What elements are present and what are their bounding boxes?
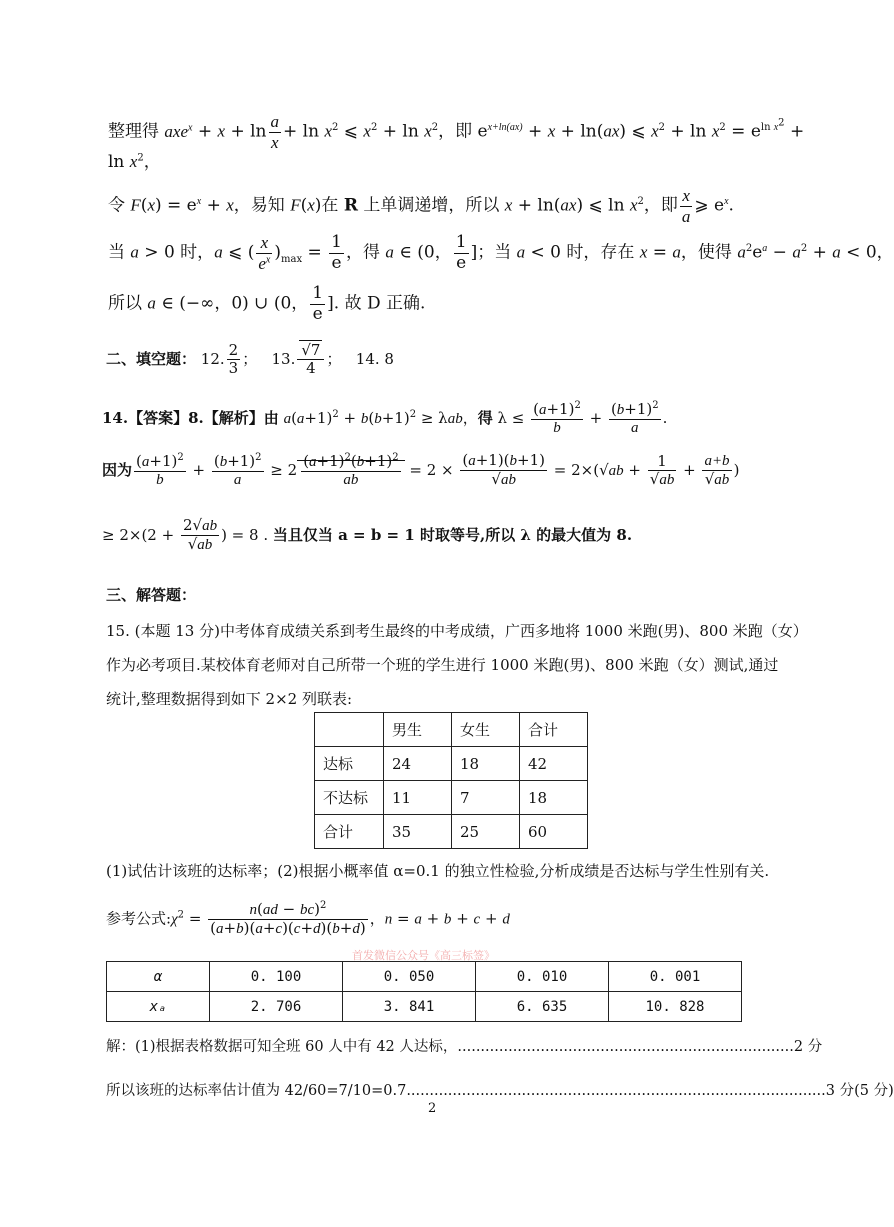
q14-head: 14.【答案】8.【解析】 <box>102 408 264 427</box>
table-cell: 合计 <box>315 815 384 849</box>
table-cell: 0. 100 <box>210 962 343 992</box>
score-label: 2 分 <box>793 1039 823 1055</box>
q14-line-2: 因为 $\frac{(a+1)^2}{b}$ + $\frac{(b+1)^2}{a}$ ≥ 2 $\frac{(a+1)^2(b+1)^2}{ab}$ = 2 × $\frac{(a+1)(b+1)}{√ab}$ = 2×(√ab + $\frac{1}{√ab}$ + $\frac{a+b}{√ab}$ ) <box>102 451 740 489</box>
q15-question: (1)试估计该班的达标率；(2)根据小概率值 α=0.1 的独立性检验,分析成绩是否达标与学生性别有关. <box>106 862 770 880</box>
reference-formula: 参考公式$:\chi^2$ = $\frac{n(ad - bc)^2}{(a+b)(a+c)(c+d)(b+d)}$ ，n = a + b + c + d <box>106 900 510 938</box>
q15-line-3: 统计,整理数据得到如下 2×2 列联表: <box>106 690 353 708</box>
formula-label: 参考公式: <box>106 909 172 928</box>
table-cell: 7 <box>452 781 520 815</box>
table-cell: 60 <box>520 815 588 849</box>
table-cell: 3. 841 <box>343 992 476 1022</box>
table-cell: 24 <box>384 747 452 781</box>
contingency-table <box>314 712 588 849</box>
derivation-line-5: 所以 a ∈ (−∞，0) ∪ (0， $\frac{1}{e}$ ]. 故 D 正确. <box>108 283 426 324</box>
q15-line-1: 15. (本题 13 分)中考体育成绩关系到考生最终的中考成绩，广西多地将 1000 米跑(男)、800 米跑（女） <box>106 622 808 640</box>
table-cell: 18 <box>520 781 588 815</box>
solution-text: 所以该班的达标率估计值为 42/60=7/10=0.7 <box>106 1083 407 1099</box>
section-three-title: 三、解答题： <box>106 586 197 604</box>
table-row <box>315 815 588 849</box>
table-cell: 不达标 <box>315 781 384 815</box>
table-cell: 0. 050 <box>343 962 476 992</box>
leader-dots: ......................................................................... <box>457 1039 794 1055</box>
table-cell: 42 <box>520 747 588 781</box>
table-cell: 0. 001 <box>609 962 742 992</box>
table-cell: 11 <box>384 781 452 815</box>
watermark-text: 首发微信公众号《高三标签》 <box>352 949 495 962</box>
solution-text: 解：(1)根据表格数据可知全班 60 人中有 42 人达标， <box>106 1039 458 1055</box>
table-cell: 18 <box>452 747 520 781</box>
derivation-line-4: 当 a > 0 时，a ⩽ ( $\frac{x}{e^x}$ )$_{max}$ = $\frac{1}{e}$ ，得 a ∈ (0， $\frac{1}{e}$ ]；当 a < 0 时，存在 x = a，使得 $a^2e^a - a^2 + a < 0$， <box>108 232 894 273</box>
table-row <box>315 781 588 815</box>
score-label: 3 分(5 分) <box>825 1083 894 1099</box>
table-cell: xₐ <box>107 992 210 1022</box>
table-cell: 6. 635 <box>476 992 609 1022</box>
table-row <box>315 747 588 781</box>
derivation-line-3: 令 $F(x) = e^x + x$，易知 F(x)在 R 上单调递增，所以 x + ln(ax) ⩽ $\ln x^2$，即 $\frac{x}{a}$ ⩾ $e^x$. <box>108 186 734 226</box>
q15-line-2: 作为必考项目.某校体育老师对自己所带一个班的学生进行 1000 米跑(男)、800 米跑（女）测试,通过 <box>106 656 779 674</box>
table-row <box>107 962 742 992</box>
table-cell: 2. 706 <box>210 992 343 1022</box>
table-cell: 10. 828 <box>609 992 742 1022</box>
page-number: 2 <box>428 1101 437 1116</box>
critical-value-table <box>106 961 742 1022</box>
solution-line-2 <box>106 1083 894 1100</box>
table-cell: 合计 <box>520 713 588 747</box>
derivation-line-1: 整理得 axe$^x$ + x + ln $\frac{a}{x}$ + $\ln x^2$ ⩽ $x^2 + \ln x^2$，即 $e^{x+ln(ax)} + x + \ln(ax)$ ⩽ $x^2 + \ln x^2 = e^{ln x^2}$ + <box>108 112 805 152</box>
table-cell: 25 <box>452 815 520 849</box>
table-cell: 女生 <box>452 713 520 747</box>
table-cell: 0. 010 <box>476 962 609 992</box>
q14-conclusion: 当且仅当 a = b = 1 时取等号,所以 λ 的最大值为 8. <box>272 525 633 544</box>
table-row <box>315 713 588 747</box>
leader-dots: ........................................................................................... <box>406 1083 826 1099</box>
table-cell <box>315 713 384 747</box>
q14-line-3: ≥ 2×(2 + $\frac{2√ab}{√ab}$ ) = 8 . 当且仅当 a = b = 1 时取等号,所以 λ 的最大值为 8. <box>102 516 633 554</box>
q14-line-1: 14.【答案】8.【解析】由 $a(a+1)^2 + b(b+1)^2 \ge \lambda ab$，得 λ ≤ $\frac{(a+1)^2}{b}$ + $\frac{(b+1)^2}{a}$ . <box>102 400 668 437</box>
table-cell: α <box>107 962 210 992</box>
table-cell: 35 <box>384 815 452 849</box>
section-two-title: 二、填空题： <box>106 349 197 368</box>
table-cell: 男生 <box>384 713 452 747</box>
solution-line-1 <box>106 1039 822 1056</box>
fill-blank-answers: 二、填空题： 12. $\frac{2}{3}$ ； 13. $\frac{√7}{4}$ ； 14. 8 <box>106 341 394 378</box>
table-row <box>107 992 742 1022</box>
table-cell: 达标 <box>315 747 384 781</box>
derivation-line-2: $\ln x^2$， <box>108 152 161 172</box>
